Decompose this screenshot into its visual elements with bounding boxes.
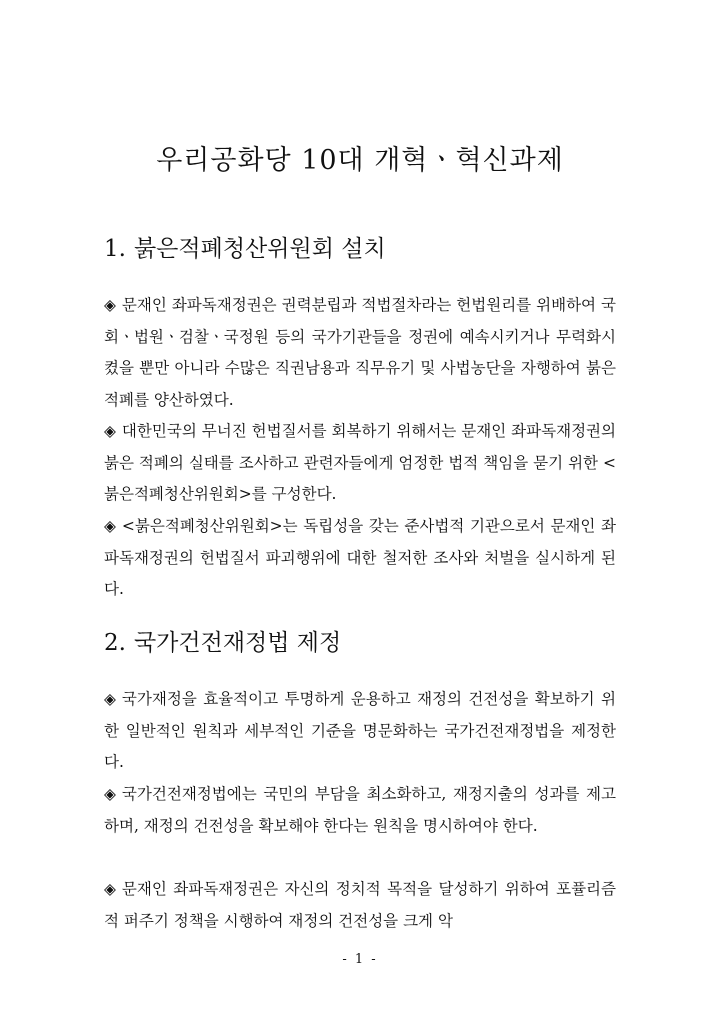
diamond-bullet-icon: ◈ <box>104 785 116 803</box>
section-1-title: 붉은적폐청산위원회 설치 <box>133 236 386 262</box>
section-2-paragraph-3 <box>104 874 616 937</box>
paragraph-text: 국가재정을 효율적이고 투명하게 운용하고 재정의 건전성을 확보하기 위한 일반적인 원칙과 세부적인 기준을 명문화하는 국가건전재정법을 제정한다. <box>104 690 616 771</box>
section-1-heading <box>104 230 386 263</box>
diamond-bullet-icon: ◈ <box>104 690 116 708</box>
paragraph-text: 국가건전재정법에는 국민의 부담을 최소화하고, 재정지출의 성과를 제고하며, 재정의 건전성을 확보해야 한다는 원칙을 명시하여야 한다. <box>104 785 616 835</box>
page-number: - 1 - <box>342 952 378 967</box>
diamond-bullet-icon: ◈ <box>104 296 116 314</box>
section-2-paragraph-2 <box>104 779 616 842</box>
page-title: 우리공화당 10대 개혁ㆍ혁신과제 <box>156 145 564 176</box>
paragraph-text: 문재인 좌파독재정권은 자신의 정치적 목적을 달성하기 위하여 포퓰리즘적 퍼주기 정책을 시행하여 재정의 건전성을 크게 악 <box>104 880 616 930</box>
section-2-number: 2. <box>104 630 126 656</box>
paragraph-text: <붉은적폐청산위원회>는 독립성을 갖는 준사법적 기관으로서 문재인 좌파독재정권의 헌법질서 파괴행위에 대한 철저한 조사와 처벌을 실시하게 된다. <box>104 517 616 598</box>
section-1-paragraph-3 <box>104 511 616 606</box>
section-1-number: 1. <box>104 236 126 262</box>
section-1-paragraph-2 <box>104 416 616 511</box>
diamond-bullet-icon: ◈ <box>104 422 116 440</box>
paragraph-text: 문재인 좌파독재정권은 권력분립과 적법절차라는 헌법원리를 위배하여 국회ㆍ법원ㆍ검찰ㆍ국정원 등의 국가기관들을 정권에 예속시키거나 무력화시켰을 뿐만 아니라 수많은 직권남용과 직무유기 및 사법농단을 자행하여 붉은 적폐를 양산하였다. <box>104 296 616 409</box>
diamond-bullet-icon: ◈ <box>104 517 116 535</box>
paragraph-text: 대한민국의 무너진 헌법질서를 회복하기 위해서는 문재인 좌파독재정권의 붉은 적폐의 실태를 조사하고 관련자들에게 엄정한 법적 책임을 묻기 위한 <붉은적폐청산위원회>를 구성한다. <box>104 422 616 503</box>
section-2-title: 국가건전재정법 제정 <box>133 630 342 656</box>
diamond-bullet-icon: ◈ <box>104 880 116 898</box>
section-2-heading <box>104 624 341 657</box>
section-2-paragraph-1 <box>104 684 616 779</box>
section-1-paragraph-1 <box>104 290 616 416</box>
